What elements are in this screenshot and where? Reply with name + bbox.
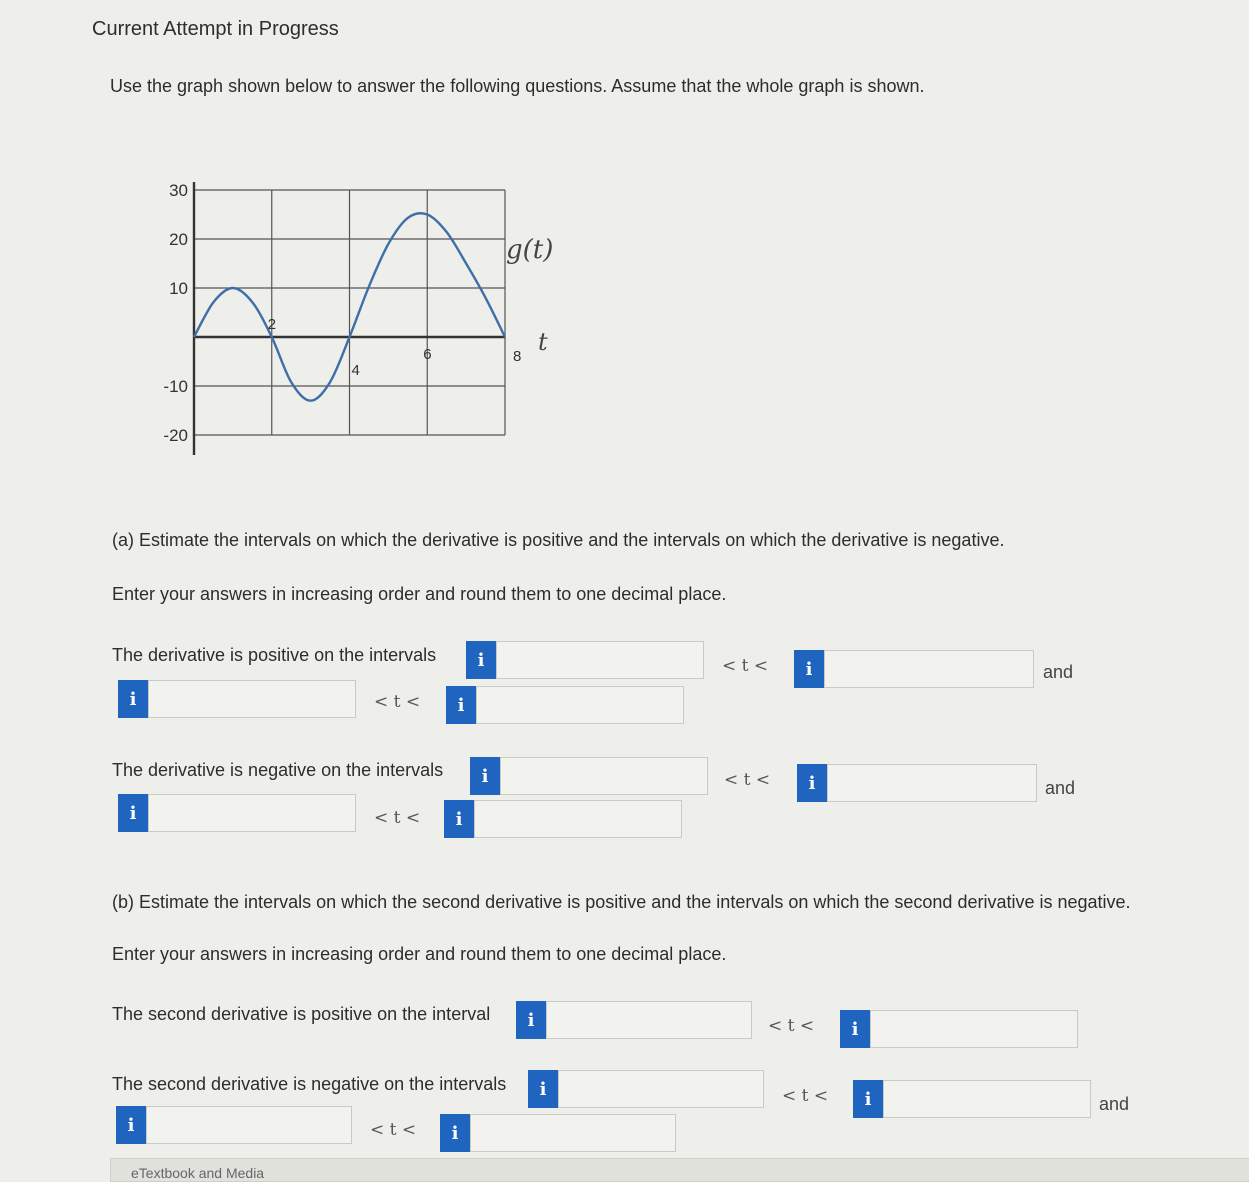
x-tick-label: 8 [513,348,522,365]
graph-grid [194,190,505,435]
info-icon[interactable]: i [528,1070,558,1108]
second-derivative-negative-label: The second derivative is negative on the intervals [112,1074,507,1094]
derivative-negative-label: The derivative is negative on the intervals [112,760,444,780]
deriv-neg-2-lower-input[interactable] [148,794,356,832]
info-icon[interactable]: i [470,757,500,795]
part-b-question: (b) Estimate the intervals on which the second derivative is positive and the intervals on which the second derivative is negative. [112,892,1131,912]
deriv-pos-1-upper-input[interactable] [824,650,1034,688]
info-icon[interactable]: i [118,794,148,832]
intro-text: Use the graph shown below to answer the following questions. Assume that the whole graph is shown. [110,76,925,96]
info-icon[interactable]: i [516,1001,546,1039]
deriv-pos-2-lower-input[interactable] [148,680,356,718]
y-tick-label: 30 [169,181,188,200]
second-deriv-neg-2-upper-input[interactable] [470,1114,676,1152]
deriv-pos-2-upper-input[interactable] [476,686,684,724]
derivative-positive-label: The derivative is positive on the intervals [112,645,437,665]
deriv-neg-2-upper-input[interactable] [474,800,682,838]
inequality-label: < t < [782,1086,829,1106]
info-icon[interactable]: i [797,764,827,802]
x-tick-label: 6 [423,346,432,363]
deriv-neg-1-upper-input[interactable] [827,764,1037,802]
info-icon[interactable]: i [794,650,824,688]
function-label: g(t) [506,235,554,265]
info-icon[interactable]: i [853,1080,883,1118]
inequality-label: < t < [374,808,421,828]
info-icon[interactable]: i [118,680,148,718]
x-tick-label: 4 [351,362,360,379]
y-tick-label: -20 [163,426,188,445]
part-b-instruction: Enter your answers in increasing order and round them to one decimal place. [112,944,727,964]
second-deriv-pos-lower-input[interactable] [546,1001,752,1039]
info-icon[interactable]: i [446,686,476,724]
etextbook-media-panel[interactable] [110,1158,1249,1182]
info-icon[interactable]: i [116,1106,146,1144]
second-derivative-positive-label: The second derivative is positive on the interval [112,1004,491,1024]
inequality-label: < t < [724,770,771,790]
y-tick-label: 10 [169,279,188,298]
y-tick-label: -10 [163,377,188,396]
second-deriv-pos-upper-input[interactable] [870,1010,1078,1048]
x-axis-label: t [538,328,548,356]
info-icon[interactable]: i [444,800,474,838]
graph-g-of-t [150,170,580,470]
second-deriv-neg-2-lower-input[interactable] [146,1106,352,1144]
page-title: Current Attempt in Progress [92,18,339,40]
second-deriv-neg-1-upper-input[interactable] [883,1080,1091,1118]
inequality-label: < t < [370,1120,417,1140]
and-label: and [1099,1094,1130,1114]
info-icon[interactable]: i [466,641,496,679]
and-label: and [1043,662,1074,682]
part-a-instruction: Enter your answers in increasing order and round them to one decimal place. [112,584,727,604]
inequality-label: < t < [768,1016,815,1036]
etextbook-media-label: eTextbook and Media [131,1165,265,1181]
deriv-pos-1-lower-input[interactable] [496,641,704,679]
x-tick-label: 2 [267,316,277,333]
second-deriv-neg-1-lower-input[interactable] [558,1070,764,1108]
deriv-neg-1-lower-input[interactable] [500,757,708,795]
inequality-label: < t < [722,656,769,676]
info-icon[interactable]: i [440,1114,470,1152]
info-icon[interactable]: i [840,1010,870,1048]
y-tick-label: 20 [169,230,188,249]
part-a-question: (a) Estimate the intervals on which the derivative is positive and the intervals on which the derivative is negative. [112,530,1005,550]
inequality-label: < t < [374,692,421,712]
and-label: and [1045,778,1076,798]
